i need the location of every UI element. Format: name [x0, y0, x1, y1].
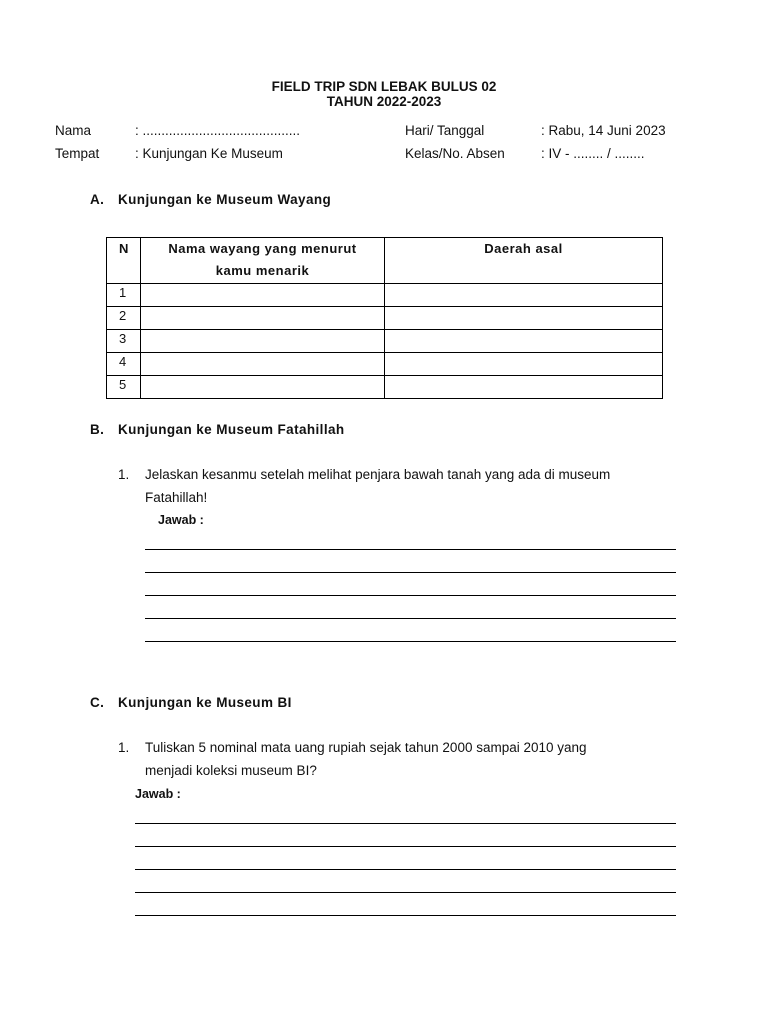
nama-wayang-cell[interactable] [141, 330, 385, 353]
question-c-text-line2: menjadi koleksi museum BI? [145, 763, 317, 778]
section-b-letter: B. [90, 422, 105, 437]
table-row [107, 307, 663, 330]
row-number: 3 [107, 330, 141, 353]
daerah-asal-cell[interactable] [385, 307, 663, 330]
table-row [107, 330, 663, 353]
question-b-number: 1. [118, 467, 130, 482]
table-row [107, 284, 663, 307]
section-a-title: Kunjungan ke Museum Wayang [118, 192, 332, 207]
column-header-no: N [107, 238, 141, 284]
answer-b-line[interactable] [145, 572, 676, 573]
kelas-absen-label: Kelas/No. Absen [405, 146, 505, 161]
row-number: 2 [107, 307, 141, 330]
daerah-asal-cell[interactable] [385, 353, 663, 376]
answer-c-line[interactable] [135, 915, 676, 916]
column-header-daerah-asal: Daerah asal [385, 238, 663, 284]
answer-b-label: Jawab : [158, 513, 204, 527]
daerah-asal-cell[interactable] [385, 376, 663, 399]
nama-label: Nama [55, 123, 92, 138]
table-row [107, 376, 663, 399]
nama-wayang-cell[interactable] [141, 284, 385, 307]
hari-tanggal-value: : Rabu, 14 Juni 2023 [541, 123, 666, 138]
section-a-letter: A. [90, 192, 105, 207]
question-c-text-line1: Tuliskan 5 nominal mata uang rupiah sejak tahun 2000 sampai 2010 yang [145, 740, 587, 755]
wayang-table [106, 237, 663, 399]
answer-c-label: Jawab : [135, 787, 181, 801]
row-number: 4 [107, 353, 141, 376]
answer-b-line[interactable] [145, 549, 676, 550]
kelas-absen-field[interactable]: : IV - ........ / ........ [541, 146, 645, 161]
tempat-value: : Kunjungan Ke Museum [135, 146, 283, 161]
hari-tanggal-label: Hari/ Tanggal [405, 123, 485, 138]
question-c-number: 1. [118, 740, 130, 755]
section-c-title: Kunjungan ke Museum BI [118, 695, 292, 710]
column-header-nama-wayang: Nama wayang yang menurut kamu menarik [141, 238, 385, 284]
nama-field[interactable]: : .......................................... [135, 123, 301, 138]
answer-c-line[interactable] [135, 823, 676, 824]
daerah-asal-cell[interactable] [385, 330, 663, 353]
answer-b-line[interactable] [145, 618, 676, 619]
section-b-title: Kunjungan ke Museum Fatahillah [118, 422, 345, 437]
answer-b-line[interactable] [145, 595, 676, 596]
answer-c-line[interactable] [135, 869, 676, 870]
nama-wayang-cell[interactable] [141, 353, 385, 376]
section-c-letter: C. [90, 695, 105, 710]
table-row [107, 353, 663, 376]
row-number: 1 [107, 284, 141, 307]
question-b-text-line2: Fatahillah! [145, 490, 208, 505]
row-number: 5 [107, 376, 141, 399]
page-title: FIELD TRIP SDN LEBAK BULUS 02 [271, 79, 497, 94]
page-subtitle: TAHUN 2022-2023 [326, 94, 442, 109]
nama-wayang-cell[interactable] [141, 376, 385, 399]
answer-b-line[interactable] [145, 641, 676, 642]
tempat-label: Tempat [55, 146, 100, 161]
nama-wayang-cell[interactable] [141, 307, 385, 330]
answer-c-line[interactable] [135, 892, 676, 893]
daerah-asal-cell[interactable] [385, 284, 663, 307]
table-header-row [107, 238, 663, 284]
answer-c-line[interactable] [135, 846, 676, 847]
question-b-text-line1: Jelaskan kesanmu setelah melihat penjara bawah tanah yang ada di museum [145, 467, 611, 482]
